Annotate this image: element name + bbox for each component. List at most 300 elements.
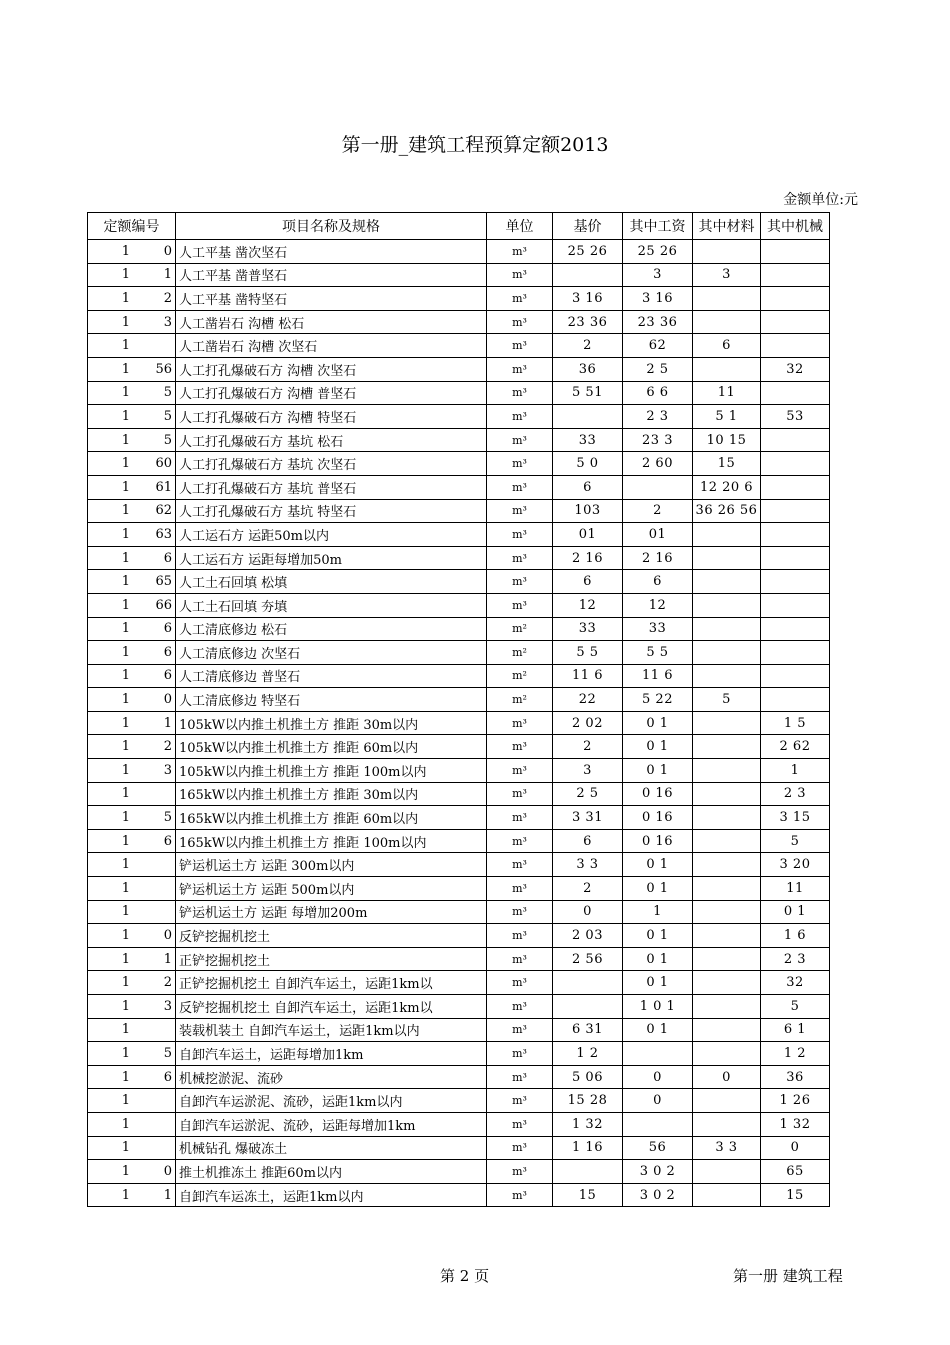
machinery-cost [761,310,830,334]
quota-code-number: 6 [163,668,172,684]
quota-code-chapter: 1 [121,1045,130,1061]
material-cost: 36 26 56 [693,499,761,523]
quota-code [88,806,176,830]
quota-code [88,1065,176,1089]
item-name: 人工打孔爆破石方 沟槽 特坚石 [176,405,487,429]
material-cost: 5 [693,688,761,712]
item-name: 人工清底修边 普坚石 [176,664,487,688]
table-row [88,1136,830,1160]
table-row [88,1018,830,1042]
table-row [88,570,830,594]
table-row [88,357,830,381]
labor-cost [623,475,693,499]
machinery-cost [761,287,830,311]
base-price: 2 5 [553,782,623,806]
material-cost [693,546,761,570]
quota-code-chapter: 1 [121,361,130,377]
quota-code-chapter: 1 [121,928,130,944]
item-name: 人工土石回填 松填 [176,570,487,594]
labor-cost: 2 60 [623,452,693,476]
quota-code-chapter: 1 [121,621,130,637]
quota-code [88,546,176,570]
material-cost [693,1089,761,1113]
item-unit: m³ [487,287,553,311]
item-name: 人工土石回填 夯填 [176,593,487,617]
quota-code-number: 2 [163,739,172,755]
book-name: 第一册 建筑工程 [733,1267,843,1285]
material-cost [693,523,761,547]
item-unit: m³ [487,263,553,287]
quota-code-number: 2 [163,290,172,306]
table-row [88,1183,830,1207]
quota-code-chapter: 1 [121,1116,130,1132]
item-name: 推土机推冻土 推距60m以内 [176,1160,487,1184]
labor-cost: 23 36 [623,310,693,334]
material-cost [693,1183,761,1207]
machinery-cost [761,688,830,712]
item-name: 人工打孔爆破石方 沟槽 普坚石 [176,381,487,405]
item-name: 人工清底修边 特坚石 [176,688,487,712]
machinery-cost: 32 [761,971,830,995]
quota-code [88,593,176,617]
quota-code-chapter: 1 [121,975,130,991]
base-price: 1 16 [553,1136,623,1160]
quota-code [88,240,176,264]
item-unit: m³ [487,947,553,971]
base-price: 5 06 [553,1065,623,1089]
quota-code [88,877,176,901]
material-cost [693,971,761,995]
page-title: 第一册_建筑工程预算定额2013 [341,134,609,156]
table-row [88,829,830,853]
item-name: 自卸汽车运淤泥、流砂，运距每增加1km [176,1112,487,1136]
item-name: 铲运机运土方 运距 每增加200m [176,900,487,924]
table-row [88,617,830,641]
item-unit: m³ [487,240,553,264]
material-cost: 3 3 [693,1136,761,1160]
item-name: 反铲挖掘机挖土 自卸汽车运土，运距1km以 [176,995,487,1019]
item-unit: m³ [487,806,553,830]
labor-cost: 1 [623,900,693,924]
material-cost: 15 [693,452,761,476]
material-cost [693,1112,761,1136]
base-price: 2 [553,334,623,358]
table-row [88,782,830,806]
item-unit: m³ [487,499,553,523]
labor-cost: 0 16 [623,806,693,830]
item-name: 人工打孔爆破石方 基坑 次坚石 [176,452,487,476]
labor-cost: 0 16 [623,782,693,806]
table-row [88,475,830,499]
quota-code [88,1018,176,1042]
item-name: 人工凿岩石 沟槽 松石 [176,310,487,334]
labor-cost: 0 1 [623,1018,693,1042]
quota-code [88,1042,176,1066]
item-unit: m³ [487,853,553,877]
quota-code-number: 0 [163,243,172,259]
item-name: 自卸汽车运淤泥、流砂，运距1km以内 [176,1089,487,1113]
quota-code-chapter: 1 [121,762,130,778]
material-cost: 12 20 6 [693,475,761,499]
base-price: 15 [553,1183,623,1207]
material-cost [693,641,761,665]
quota-code-number: 0 [163,1163,172,1179]
machinery-cost [761,523,830,547]
quota-code [88,499,176,523]
labor-cost: 0 1 [623,971,693,995]
quota-code-chapter: 1 [121,904,130,920]
machinery-cost: 1 2 [761,1042,830,1066]
item-name: 人工凿岩石 沟槽 次坚石 [176,334,487,358]
base-price: 6 [553,475,623,499]
item-name: 正铲挖掘机挖土 [176,947,487,971]
material-cost [693,570,761,594]
quota-code-chapter: 1 [121,857,130,873]
quota-code-chapter: 1 [121,1069,130,1085]
table-row [88,499,830,523]
material-cost [693,806,761,830]
base-price: 5 5 [553,641,623,665]
machinery-cost [761,240,830,264]
item-unit: m³ [487,1089,553,1113]
base-price [553,263,623,287]
item-unit: m³ [487,310,553,334]
quota-code-number: 65 [155,574,172,590]
item-name: 105kW以内推土机推土方 推距 100m以内 [176,759,487,783]
quota-code-chapter: 1 [121,243,130,259]
machinery-cost [761,546,830,570]
item-unit: m³ [487,971,553,995]
item-unit: m³ [487,782,553,806]
item-name: 165kW以内推土机推土方 推距 100m以内 [176,829,487,853]
base-price [553,971,623,995]
base-price [553,1160,623,1184]
machinery-cost: 5 [761,829,830,853]
labor-cost: 6 [623,570,693,594]
quota-code [88,1160,176,1184]
item-unit: m³ [487,1018,553,1042]
quota-code [88,523,176,547]
quota-code [88,381,176,405]
item-name: 165kW以内推土机推土方 推距 60m以内 [176,806,487,830]
quota-code-number: 66 [155,597,172,613]
quota-code-chapter: 1 [121,715,130,731]
machinery-cost [761,664,830,688]
base-price: 25 26 [553,240,623,264]
base-price: 5 0 [553,452,623,476]
labor-cost: 5 5 [623,641,693,665]
item-unit: m³ [487,452,553,476]
quota-code-chapter: 1 [121,290,130,306]
table-row [88,405,830,429]
quota-code-chapter: 1 [121,1140,130,1156]
material-cost [693,995,761,1019]
item-unit: m³ [487,593,553,617]
quota-code-number: 0 [163,692,172,708]
table-row [88,995,830,1019]
item-unit: m³ [487,381,553,405]
material-cost [693,1042,761,1066]
item-unit: m³ [487,570,553,594]
item-unit: m² [487,664,553,688]
quota-code-chapter: 1 [121,998,130,1014]
machinery-cost: 2 62 [761,735,830,759]
table-row [88,759,830,783]
quota-code-chapter: 1 [121,951,130,967]
quota-code-chapter: 1 [121,1163,130,1179]
quota-code-chapter: 1 [121,786,130,802]
table-row [88,853,830,877]
quota-code-chapter: 1 [121,385,130,401]
base-price: 12 [553,593,623,617]
material-cost: 6 [693,334,761,358]
quota-code [88,664,176,688]
labor-cost: 0 1 [623,877,693,901]
labor-cost: 0 1 [623,924,693,948]
quota-code [88,310,176,334]
labor-cost: 0 1 [623,853,693,877]
material-cost [693,357,761,381]
item-unit: m³ [487,405,553,429]
quota-code-chapter: 1 [121,739,130,755]
base-price: 2 [553,877,623,901]
quota-code-chapter: 1 [121,526,130,542]
quota-code-chapter: 1 [121,456,130,472]
quota-code-number: 3 [163,314,172,330]
quota-code [88,900,176,924]
machinery-cost: 5 [761,995,830,1019]
item-unit: m³ [487,1136,553,1160]
table-row [88,310,830,334]
material-cost [693,1160,761,1184]
labor-cost: 23 3 [623,428,693,452]
item-unit: m³ [487,523,553,547]
table-row [88,263,830,287]
quota-code [88,971,176,995]
machinery-cost: 3 15 [761,806,830,830]
labor-cost: 56 [623,1136,693,1160]
labor-cost: 0 16 [623,829,693,853]
quota-code [88,995,176,1019]
table-row [88,877,830,901]
item-unit: m³ [487,735,553,759]
base-price [553,405,623,429]
quota-code-number: 60 [155,456,172,472]
base-price: 36 [553,357,623,381]
quota-code-number: 6 [163,1069,172,1085]
machinery-cost [761,475,830,499]
item-unit: m² [487,617,553,641]
labor-cost: 11 6 [623,664,693,688]
quota-code-chapter: 1 [121,267,130,283]
labor-cost: 2 [623,499,693,523]
quota-code-chapter: 1 [121,503,130,519]
material-cost: 10 15 [693,428,761,452]
quota-code-chapter: 1 [121,479,130,495]
quota-code-number: 6 [163,621,172,637]
item-name: 105kW以内推土机推土方 推距 30m以内 [176,711,487,735]
table-row [88,240,830,264]
quota-code [88,924,176,948]
header-name: 项目名称及规格 [176,213,487,240]
quota-code-number: 5 [163,810,172,826]
item-name: 人工运石方 运距每增加50m [176,546,487,570]
machinery-cost: 2 3 [761,782,830,806]
quota-code-number: 5 [163,408,172,424]
labor-cost: 0 1 [623,735,693,759]
table-row [88,664,830,688]
quota-code [88,1089,176,1113]
quota-code-number: 5 [163,385,172,401]
quota-code-chapter: 1 [121,432,130,448]
quota-code-number: 62 [155,503,172,519]
machinery-cost: 36 [761,1065,830,1089]
labor-cost: 3 0 2 [623,1183,693,1207]
labor-cost: 2 16 [623,546,693,570]
labor-cost: 0 1 [623,759,693,783]
header-unit: 单位 [487,213,553,240]
table-row [88,523,830,547]
material-cost [693,759,761,783]
machinery-cost: 65 [761,1160,830,1184]
machinery-cost: 3 20 [761,853,830,877]
material-cost [693,924,761,948]
table-row [88,924,830,948]
quota-code [88,475,176,499]
table-row [88,287,830,311]
table-row [88,546,830,570]
quota-code [88,428,176,452]
table-row [88,1112,830,1136]
item-name: 人工打孔爆破石方 基坑 松石 [176,428,487,452]
item-name: 105kW以内推土机推土方 推距 60m以内 [176,735,487,759]
quota-code-number: 63 [155,526,172,542]
item-name: 铲运机运土方 运距 500m以内 [176,877,487,901]
base-price: 2 [553,735,623,759]
table-row [88,806,830,830]
labor-cost: 12 [623,593,693,617]
quota-code [88,405,176,429]
quota-code [88,263,176,287]
quota-code [88,357,176,381]
item-unit: m³ [487,900,553,924]
quota-code [88,641,176,665]
base-price: 6 [553,570,623,594]
machinery-cost: 1 [761,759,830,783]
item-name: 人工平基 凿普坚石 [176,263,487,287]
quota-code [88,287,176,311]
base-price: 6 31 [553,1018,623,1042]
material-cost [693,593,761,617]
machinery-cost [761,428,830,452]
material-cost [693,287,761,311]
base-price: 0 [553,900,623,924]
material-cost [693,1018,761,1042]
quota-table [87,212,830,1207]
item-unit: m³ [487,759,553,783]
quota-code [88,452,176,476]
labor-cost: 0 [623,1089,693,1113]
machinery-cost [761,570,830,594]
base-price: 6 [553,829,623,853]
material-cost [693,782,761,806]
material-cost [693,617,761,641]
quota-code [88,334,176,358]
quota-code-chapter: 1 [121,810,130,826]
table-row [88,947,830,971]
quota-code-number: 1 [163,951,172,967]
quota-code [88,853,176,877]
table-row [88,1042,830,1066]
machinery-cost: 15 [761,1183,830,1207]
base-price: 3 31 [553,806,623,830]
item-unit: m³ [487,1112,553,1136]
base-price [553,995,623,1019]
material-cost [693,240,761,264]
labor-cost: 2 5 [623,357,693,381]
machinery-cost [761,263,830,287]
quota-code-chapter: 1 [121,314,130,330]
machinery-cost [761,499,830,523]
item-name: 人工清底修边 松石 [176,617,487,641]
base-price: 01 [553,523,623,547]
table-row [88,641,830,665]
quota-code-chapter: 1 [121,408,130,424]
machinery-cost: 0 [761,1136,830,1160]
quota-code [88,1136,176,1160]
item-unit: m³ [487,1042,553,1066]
table-row [88,735,830,759]
machinery-cost: 1 32 [761,1112,830,1136]
item-unit: m³ [487,357,553,381]
quota-code-number: 1 [163,715,172,731]
quota-code-number: 1 [163,1187,172,1203]
base-price: 2 02 [553,711,623,735]
machinery-cost: 0 1 [761,900,830,924]
quota-code-number: 61 [155,479,172,495]
machinery-cost: 1 5 [761,711,830,735]
quota-code-number: 1 [163,267,172,283]
base-price: 33 [553,428,623,452]
table-row [88,334,830,358]
table-row [88,452,830,476]
quota-code-chapter: 1 [121,338,130,354]
quota-code-number: 3 [163,762,172,778]
machinery-cost [761,334,830,358]
quota-code-chapter: 1 [121,597,130,613]
quota-code [88,782,176,806]
base-price: 2 16 [553,546,623,570]
item-name: 反铲挖掘机挖土 [176,924,487,948]
labor-cost: 3 16 [623,287,693,311]
item-name: 机械挖淤泥、流砂 [176,1065,487,1089]
header-labor: 其中工资 [623,213,693,240]
quota-code-chapter: 1 [121,880,130,896]
item-name: 人工运石方 运距50m以内 [176,523,487,547]
labor-cost: 0 [623,1065,693,1089]
labor-cost: 3 [623,263,693,287]
machinery-cost [761,452,830,476]
base-price: 23 36 [553,310,623,334]
labor-cost: 3 0 2 [623,1160,693,1184]
machinery-cost: 32 [761,357,830,381]
material-cost [693,947,761,971]
item-unit: m³ [487,428,553,452]
labor-cost: 2 3 [623,405,693,429]
labor-cost: 25 26 [623,240,693,264]
machinery-cost [761,641,830,665]
item-name: 正铲挖掘机挖土 自卸汽车运土，运距1km以 [176,971,487,995]
